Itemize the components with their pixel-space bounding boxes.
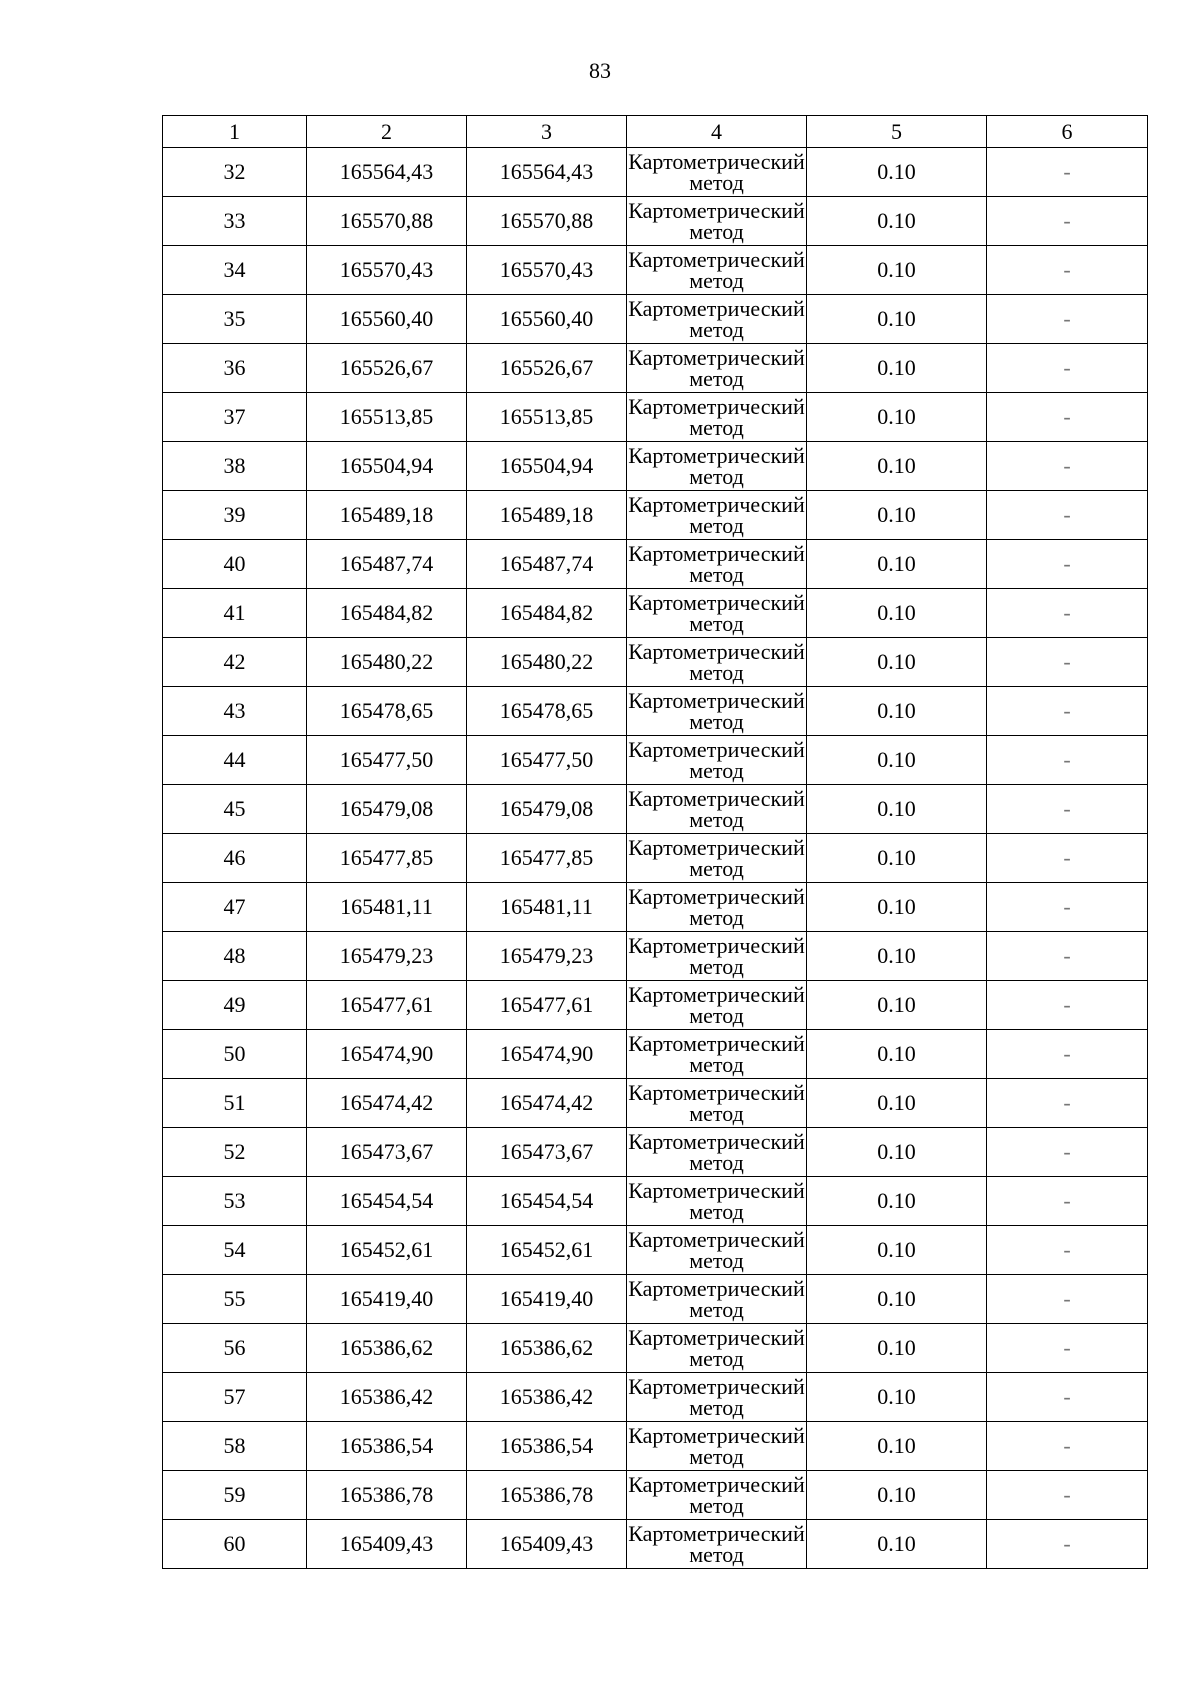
method-cell bbox=[627, 1324, 807, 1373]
method-label: Картометрический метод bbox=[628, 688, 805, 734]
y-coordinate-cell: 165454,54 bbox=[467, 1177, 627, 1226]
y-coordinate-cell: 165386,54 bbox=[467, 1422, 627, 1471]
accuracy-cell: 0.10 bbox=[807, 1079, 987, 1128]
method-label: Картометрический метод bbox=[628, 247, 805, 293]
table-row bbox=[163, 442, 1148, 491]
point-number-cell: 47 bbox=[163, 883, 307, 932]
y-coordinate-cell: 165480,22 bbox=[467, 638, 627, 687]
table-row bbox=[163, 1324, 1148, 1373]
x-coordinate-cell: 165480,22 bbox=[307, 638, 467, 687]
y-coordinate-cell: 165513,85 bbox=[467, 393, 627, 442]
method-cell bbox=[627, 1520, 807, 1569]
point-number-cell: 50 bbox=[163, 1030, 307, 1079]
table-row bbox=[163, 1422, 1148, 1471]
method-cell bbox=[627, 1422, 807, 1471]
table-row bbox=[163, 540, 1148, 589]
y-coordinate-cell: 165489,18 bbox=[467, 491, 627, 540]
note-cell: - bbox=[987, 638, 1148, 687]
point-number-cell: 36 bbox=[163, 344, 307, 393]
column-header-6: 6 bbox=[987, 116, 1148, 148]
y-coordinate-cell: 165409,43 bbox=[467, 1520, 627, 1569]
note-cell: - bbox=[987, 197, 1148, 246]
page-number: 83 bbox=[589, 58, 611, 83]
table-row bbox=[163, 1373, 1148, 1422]
y-coordinate-cell: 165473,67 bbox=[467, 1128, 627, 1177]
method-label: Картометрический метод bbox=[628, 639, 805, 685]
table-body bbox=[163, 148, 1148, 1569]
accuracy-cell: 0.10 bbox=[807, 834, 987, 883]
accuracy-cell: 0.10 bbox=[807, 932, 987, 981]
table-row bbox=[163, 1226, 1148, 1275]
x-coordinate-cell: 165526,67 bbox=[307, 344, 467, 393]
point-number-cell: 43 bbox=[163, 687, 307, 736]
point-number-cell: 59 bbox=[163, 1471, 307, 1520]
note-cell: - bbox=[987, 1079, 1148, 1128]
accuracy-cell: 0.10 bbox=[807, 246, 987, 295]
table-row bbox=[163, 1030, 1148, 1079]
method-label: Картометрический метод bbox=[628, 1423, 805, 1469]
method-cell bbox=[627, 540, 807, 589]
table-row bbox=[163, 295, 1148, 344]
method-label: Картометрический метод bbox=[628, 296, 805, 342]
method-label: Картометрический метод bbox=[628, 1276, 805, 1322]
y-coordinate-cell: 165477,61 bbox=[467, 981, 627, 1030]
point-number-cell: 58 bbox=[163, 1422, 307, 1471]
y-coordinate-cell: 165481,11 bbox=[467, 883, 627, 932]
accuracy-cell: 0.10 bbox=[807, 1422, 987, 1471]
method-label: Картометрический метод bbox=[628, 590, 805, 636]
note-cell: - bbox=[987, 1324, 1148, 1373]
method-cell bbox=[627, 883, 807, 932]
method-label: Картометрический метод bbox=[628, 1080, 805, 1126]
point-number-cell: 45 bbox=[163, 785, 307, 834]
x-coordinate-cell: 165386,54 bbox=[307, 1422, 467, 1471]
point-number-cell: 49 bbox=[163, 981, 307, 1030]
point-number-cell: 46 bbox=[163, 834, 307, 883]
method-cell bbox=[627, 295, 807, 344]
point-number-cell: 34 bbox=[163, 246, 307, 295]
x-coordinate-cell: 165513,85 bbox=[307, 393, 467, 442]
method-label: Картометрический метод bbox=[628, 786, 805, 832]
x-coordinate-cell: 165487,74 bbox=[307, 540, 467, 589]
method-label: Картометрический метод bbox=[628, 982, 805, 1028]
column-header-4: 4 bbox=[627, 116, 807, 148]
table-row bbox=[163, 638, 1148, 687]
note-cell: - bbox=[987, 785, 1148, 834]
x-coordinate-cell: 165419,40 bbox=[307, 1275, 467, 1324]
table-row bbox=[163, 1275, 1148, 1324]
accuracy-cell: 0.10 bbox=[807, 540, 987, 589]
y-coordinate-cell: 165386,78 bbox=[467, 1471, 627, 1520]
point-number-cell: 56 bbox=[163, 1324, 307, 1373]
method-cell bbox=[627, 1030, 807, 1079]
method-cell bbox=[627, 932, 807, 981]
y-coordinate-cell: 165452,61 bbox=[467, 1226, 627, 1275]
method-cell bbox=[627, 981, 807, 1030]
point-number-cell: 53 bbox=[163, 1177, 307, 1226]
method-cell bbox=[627, 687, 807, 736]
x-coordinate-cell: 165481,11 bbox=[307, 883, 467, 932]
y-coordinate-cell: 165477,50 bbox=[467, 736, 627, 785]
x-coordinate-cell: 165474,90 bbox=[307, 1030, 467, 1079]
accuracy-cell: 0.10 bbox=[807, 393, 987, 442]
y-coordinate-cell: 165570,43 bbox=[467, 246, 627, 295]
accuracy-cell: 0.10 bbox=[807, 295, 987, 344]
note-cell: - bbox=[987, 1275, 1148, 1324]
accuracy-cell: 0.10 bbox=[807, 638, 987, 687]
y-coordinate-cell: 165386,62 bbox=[467, 1324, 627, 1373]
method-label: Картометрический метод bbox=[628, 443, 805, 489]
note-cell: - bbox=[987, 148, 1148, 197]
method-cell bbox=[627, 1177, 807, 1226]
note-cell: - bbox=[987, 1422, 1148, 1471]
method-label: Картометрический метод bbox=[628, 1227, 805, 1273]
point-number-cell: 48 bbox=[163, 932, 307, 981]
note-cell: - bbox=[987, 246, 1148, 295]
method-label: Картометрический метод bbox=[628, 835, 805, 881]
x-coordinate-cell: 165452,61 bbox=[307, 1226, 467, 1275]
y-coordinate-cell: 165479,08 bbox=[467, 785, 627, 834]
accuracy-cell: 0.10 bbox=[807, 1373, 987, 1422]
coordinates-table bbox=[162, 115, 1148, 1569]
point-number-cell: 42 bbox=[163, 638, 307, 687]
point-number-cell: 55 bbox=[163, 1275, 307, 1324]
x-coordinate-cell: 165479,08 bbox=[307, 785, 467, 834]
note-cell: - bbox=[987, 1177, 1148, 1226]
method-cell bbox=[627, 1471, 807, 1520]
column-header-1: 1 bbox=[163, 116, 307, 148]
note-cell: - bbox=[987, 1128, 1148, 1177]
note-cell: - bbox=[987, 491, 1148, 540]
column-header-3: 3 bbox=[467, 116, 627, 148]
y-coordinate-cell: 165487,74 bbox=[467, 540, 627, 589]
method-cell bbox=[627, 442, 807, 491]
table-row bbox=[163, 1177, 1148, 1226]
note-cell: - bbox=[987, 883, 1148, 932]
accuracy-cell: 0.10 bbox=[807, 883, 987, 932]
table-row bbox=[163, 883, 1148, 932]
point-number-cell: 40 bbox=[163, 540, 307, 589]
x-coordinate-cell: 165504,94 bbox=[307, 442, 467, 491]
method-cell bbox=[627, 1128, 807, 1177]
method-cell bbox=[627, 736, 807, 785]
method-cell bbox=[627, 834, 807, 883]
y-coordinate-cell: 165477,85 bbox=[467, 834, 627, 883]
accuracy-cell: 0.10 bbox=[807, 148, 987, 197]
method-label: Картометрический метод bbox=[628, 345, 805, 391]
accuracy-cell: 0.10 bbox=[807, 1520, 987, 1569]
method-cell bbox=[627, 1226, 807, 1275]
method-cell bbox=[627, 1079, 807, 1128]
method-label: Картометрический метод bbox=[628, 1325, 805, 1371]
method-cell bbox=[627, 638, 807, 687]
accuracy-cell: 0.10 bbox=[807, 1128, 987, 1177]
accuracy-cell: 0.10 bbox=[807, 785, 987, 834]
point-number-cell: 44 bbox=[163, 736, 307, 785]
note-cell: - bbox=[987, 1030, 1148, 1079]
y-coordinate-cell: 165570,88 bbox=[467, 197, 627, 246]
accuracy-cell: 0.10 bbox=[807, 491, 987, 540]
accuracy-cell: 0.10 bbox=[807, 1324, 987, 1373]
method-label: Картометрический метод bbox=[628, 737, 805, 783]
table-row bbox=[163, 687, 1148, 736]
method-cell bbox=[627, 148, 807, 197]
table-row bbox=[163, 834, 1148, 883]
table-row bbox=[163, 148, 1148, 197]
y-coordinate-cell: 165484,82 bbox=[467, 589, 627, 638]
note-cell: - bbox=[987, 687, 1148, 736]
note-cell: - bbox=[987, 834, 1148, 883]
y-coordinate-cell: 165479,23 bbox=[467, 932, 627, 981]
note-cell: - bbox=[987, 1226, 1148, 1275]
x-coordinate-cell: 165474,42 bbox=[307, 1079, 467, 1128]
method-cell bbox=[627, 393, 807, 442]
accuracy-cell: 0.10 bbox=[807, 981, 987, 1030]
table-row bbox=[163, 1128, 1148, 1177]
accuracy-cell: 0.10 bbox=[807, 687, 987, 736]
x-coordinate-cell: 165386,78 bbox=[307, 1471, 467, 1520]
point-number-cell: 60 bbox=[163, 1520, 307, 1569]
table-row bbox=[163, 981, 1148, 1030]
x-coordinate-cell: 165409,43 bbox=[307, 1520, 467, 1569]
method-cell bbox=[627, 344, 807, 393]
point-number-cell: 39 bbox=[163, 491, 307, 540]
accuracy-cell: 0.10 bbox=[807, 197, 987, 246]
x-coordinate-cell: 165570,88 bbox=[307, 197, 467, 246]
point-number-cell: 54 bbox=[163, 1226, 307, 1275]
method-label: Картометрический метод bbox=[628, 1472, 805, 1518]
y-coordinate-cell: 165474,90 bbox=[467, 1030, 627, 1079]
method-label: Картометрический метод bbox=[628, 492, 805, 538]
method-label: Картометрический метод bbox=[628, 149, 805, 195]
method-cell bbox=[627, 246, 807, 295]
method-label: Картометрический метод bbox=[628, 933, 805, 979]
table-row bbox=[163, 785, 1148, 834]
point-number-cell: 33 bbox=[163, 197, 307, 246]
method-cell bbox=[627, 491, 807, 540]
accuracy-cell: 0.10 bbox=[807, 442, 987, 491]
x-coordinate-cell: 165477,61 bbox=[307, 981, 467, 1030]
note-cell: - bbox=[987, 344, 1148, 393]
x-coordinate-cell: 165564,43 bbox=[307, 148, 467, 197]
accuracy-cell: 0.10 bbox=[807, 1471, 987, 1520]
method-cell bbox=[627, 197, 807, 246]
table-row bbox=[163, 344, 1148, 393]
note-cell: - bbox=[987, 589, 1148, 638]
method-label: Картометрический метод bbox=[628, 541, 805, 587]
point-number-cell: 51 bbox=[163, 1079, 307, 1128]
note-cell: - bbox=[987, 393, 1148, 442]
note-cell: - bbox=[987, 981, 1148, 1030]
method-label: Картометрический метод bbox=[628, 394, 805, 440]
method-cell bbox=[627, 1275, 807, 1324]
method-label: Картометрический метод bbox=[628, 1129, 805, 1175]
table-row bbox=[163, 1079, 1148, 1128]
x-coordinate-cell: 165386,62 bbox=[307, 1324, 467, 1373]
point-number-cell: 35 bbox=[163, 295, 307, 344]
table-row bbox=[163, 1471, 1148, 1520]
table-row bbox=[163, 736, 1148, 785]
y-coordinate-cell: 165478,65 bbox=[467, 687, 627, 736]
column-header-2: 2 bbox=[307, 116, 467, 148]
note-cell: - bbox=[987, 1471, 1148, 1520]
table-row bbox=[163, 197, 1148, 246]
note-cell: - bbox=[987, 1373, 1148, 1422]
accuracy-cell: 0.10 bbox=[807, 1275, 987, 1324]
method-label: Картометрический метод bbox=[628, 1031, 805, 1077]
x-coordinate-cell: 165454,54 bbox=[307, 1177, 467, 1226]
note-cell: - bbox=[987, 295, 1148, 344]
note-cell: - bbox=[987, 1520, 1148, 1569]
y-coordinate-cell: 165419,40 bbox=[467, 1275, 627, 1324]
note-cell: - bbox=[987, 736, 1148, 785]
method-label: Картометрический метод bbox=[628, 198, 805, 244]
y-coordinate-cell: 165386,42 bbox=[467, 1373, 627, 1422]
accuracy-cell: 0.10 bbox=[807, 1030, 987, 1079]
accuracy-cell: 0.10 bbox=[807, 1177, 987, 1226]
table-header-row bbox=[163, 116, 1148, 148]
x-coordinate-cell: 165560,40 bbox=[307, 295, 467, 344]
note-cell: - bbox=[987, 442, 1148, 491]
table-row bbox=[163, 491, 1148, 540]
y-coordinate-cell: 165504,94 bbox=[467, 442, 627, 491]
point-number-cell: 41 bbox=[163, 589, 307, 638]
x-coordinate-cell: 165477,50 bbox=[307, 736, 467, 785]
point-number-cell: 38 bbox=[163, 442, 307, 491]
y-coordinate-cell: 165564,43 bbox=[467, 148, 627, 197]
table-row bbox=[163, 246, 1148, 295]
x-coordinate-cell: 165479,23 bbox=[307, 932, 467, 981]
table-row bbox=[163, 1520, 1148, 1569]
table-row bbox=[163, 393, 1148, 442]
x-coordinate-cell: 165386,42 bbox=[307, 1373, 467, 1422]
y-coordinate-cell: 165474,42 bbox=[467, 1079, 627, 1128]
accuracy-cell: 0.10 bbox=[807, 344, 987, 393]
accuracy-cell: 0.10 bbox=[807, 1226, 987, 1275]
x-coordinate-cell: 165570,43 bbox=[307, 246, 467, 295]
x-coordinate-cell: 165489,18 bbox=[307, 491, 467, 540]
column-header-5: 5 bbox=[807, 116, 987, 148]
point-number-cell: 52 bbox=[163, 1128, 307, 1177]
x-coordinate-cell: 165484,82 bbox=[307, 589, 467, 638]
note-cell: - bbox=[987, 932, 1148, 981]
method-cell bbox=[627, 1373, 807, 1422]
point-number-cell: 32 bbox=[163, 148, 307, 197]
x-coordinate-cell: 165477,85 bbox=[307, 834, 467, 883]
y-coordinate-cell: 165560,40 bbox=[467, 295, 627, 344]
accuracy-cell: 0.10 bbox=[807, 736, 987, 785]
point-number-cell: 37 bbox=[163, 393, 307, 442]
method-cell bbox=[627, 589, 807, 638]
note-cell: - bbox=[987, 540, 1148, 589]
method-label: Картометрический метод bbox=[628, 1178, 805, 1224]
accuracy-cell: 0.10 bbox=[807, 589, 987, 638]
method-label: Картометрический метод bbox=[628, 1374, 805, 1420]
method-label: Картометрический метод bbox=[628, 1521, 805, 1567]
table-row bbox=[163, 589, 1148, 638]
point-number-cell: 57 bbox=[163, 1373, 307, 1422]
table-row bbox=[163, 932, 1148, 981]
x-coordinate-cell: 165478,65 bbox=[307, 687, 467, 736]
method-cell bbox=[627, 785, 807, 834]
x-coordinate-cell: 165473,67 bbox=[307, 1128, 467, 1177]
method-label: Картометрический метод bbox=[628, 884, 805, 930]
y-coordinate-cell: 165526,67 bbox=[467, 344, 627, 393]
